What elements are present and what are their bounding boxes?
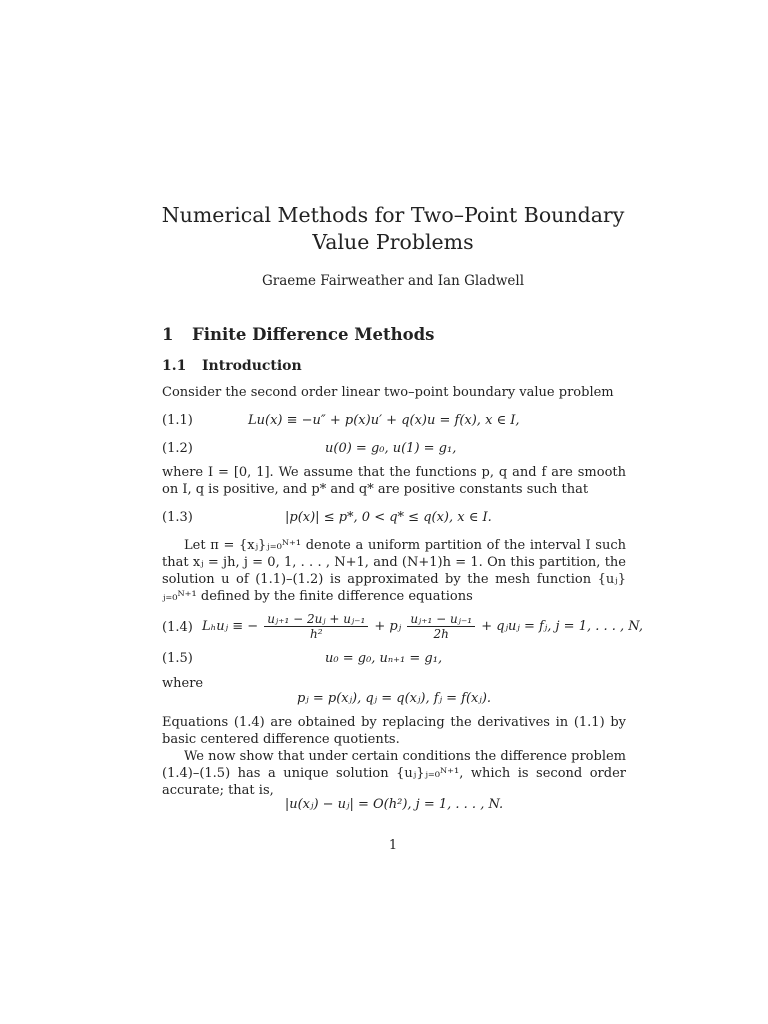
subsection-title: Introduction [202, 358, 302, 374]
equation-label: (1.5) [162, 651, 193, 666]
equation-body: u(0) = g₀, u(1) = g₁, [325, 441, 457, 456]
equation-label: (1.4) [162, 620, 193, 635]
equation-1-2 [162, 441, 626, 461]
equation-middle: + pⱼ [374, 619, 402, 634]
subsection-heading [162, 358, 302, 374]
section-heading [162, 325, 434, 344]
equation-accuracy [162, 797, 626, 817]
paper-authors: Graeme Fairweather and Ian Gladwell [261, 273, 525, 289]
fraction-first-difference [407, 612, 475, 641]
equation-body: Lu(x) ≡ −u″ + p(x)u′ + q(x)u = f(x), x ∈ I, [248, 413, 520, 428]
equation-label: (1.2) [162, 441, 193, 456]
paragraph-equations: Equations (1.4) are obtained by replacing the derivatives in (1.1) by basic centered difference quotients. [162, 715, 626, 747]
equation-label: (1.3) [162, 510, 193, 525]
equation-1-1 [162, 413, 626, 433]
fraction-numerator: uⱼ₊₁ − uⱼ₋₁ [407, 612, 475, 627]
section-title: Finite Difference Methods [192, 325, 435, 344]
fraction-second-difference [264, 612, 368, 641]
equation-body: pⱼ = p(xⱼ), qⱼ = q(xⱼ), fⱼ = f(xⱼ). [296, 691, 492, 706]
page-number: 1 [388, 838, 398, 853]
equation-body [202, 612, 643, 641]
paragraph-assumptions: where I = [0, 1]. We assume that the functions p, q and f are smooth on I, q is positive, and p* and q* are positive constants such that [162, 465, 626, 497]
paragraph-intro: Consider the second order linear two–point boundary value problem [162, 385, 614, 400]
equation-label: (1.1) [162, 413, 193, 428]
fraction-denominator: 2h [433, 627, 449, 641]
equation-body: u₀ = g₀, uₙ₊₁ = g₁, [325, 651, 443, 666]
paragraph-partition: Let π = {xⱼ}ⱼ₌₀ᴺ⁺¹ denote a uniform partition of the interval I such that xⱼ = jh, j = 0, 1, . . . , N+1, and (N+1)h = 1. On this partition, the solution u of (1.1)–(1.2) is approximated by the mesh function {uⱼ}ⱼ₌₀ᴺ⁺¹ defined by the finite difference equations [162, 538, 626, 604]
section-number: 1 [162, 325, 174, 344]
equation-rhs: + qⱼuⱼ = fⱼ, j = 1, . . . , N, [481, 619, 643, 634]
equation-1-3 [162, 510, 626, 530]
equation-body: |p(x)| ≤ p*, 0 < q* ≤ q(x), x ∈ I. [285, 510, 492, 525]
equation-1-4 [162, 612, 643, 648]
equation-body: |u(xⱼ) − uⱼ| = O(h²), j = 1, . . . , N. [284, 797, 504, 812]
paragraph-show: We now show that under certain conditions the difference problem (1.4)–(1.5) has a unique solution {uⱼ}ⱼ₌₀ᴺ⁺¹, which is second order accurate; that is, [162, 749, 626, 798]
fraction-denominator: h² [309, 627, 323, 641]
subsection-number: 1.1 [162, 358, 187, 374]
equation-lhs: Lₕuⱼ ≡ − [202, 619, 259, 634]
paragraph-where: where [162, 676, 204, 691]
equation-1-5 [162, 651, 626, 671]
equation-definitions [162, 691, 626, 711]
fraction-numerator: uⱼ₊₁ − 2uⱼ + uⱼ₋₁ [264, 612, 368, 627]
paper-title: Numerical Methods for Two–Point Boundary Value Problems [161, 203, 625, 254]
